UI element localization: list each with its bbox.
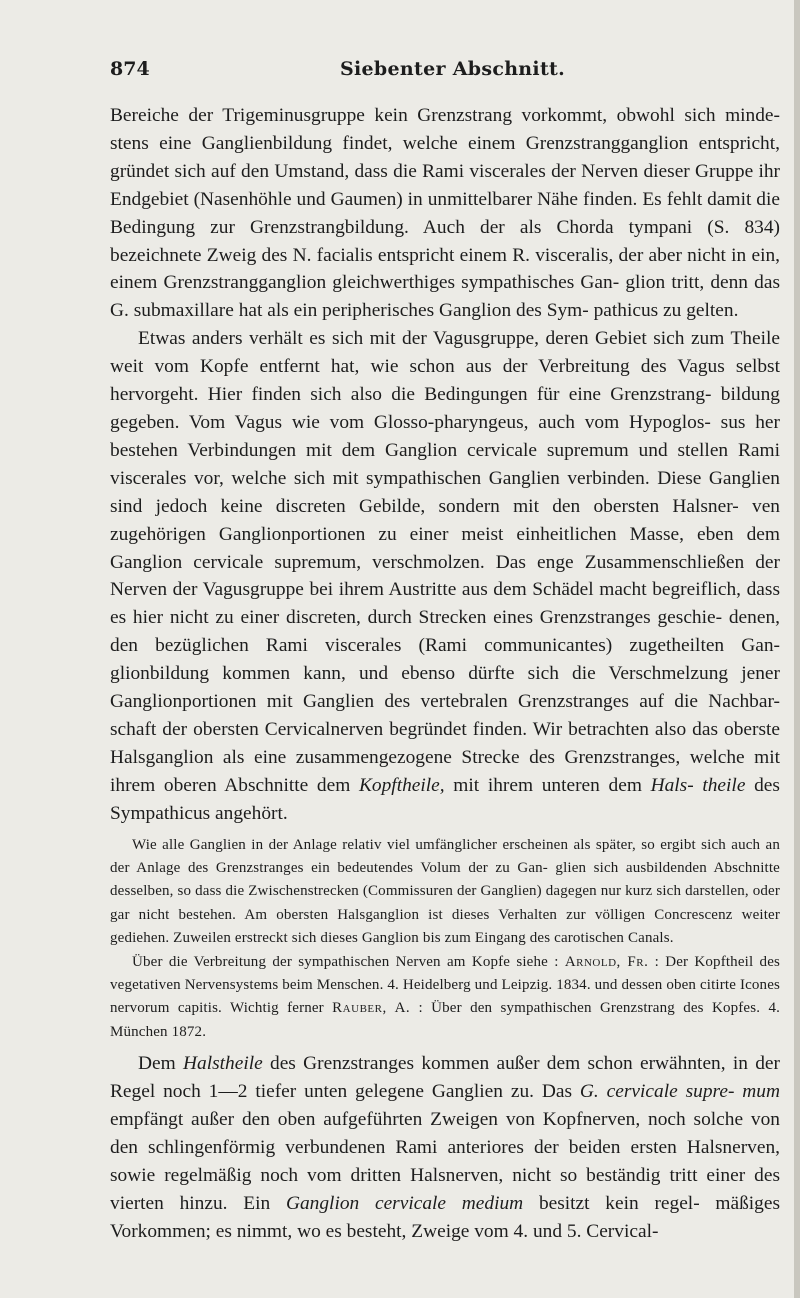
paragraph-vagus-text: Etwas anders verhält es sich mit der Vagusgruppe, deren Gebiet sich zum Theile weit vom Kopfe entfernt hat, wie schon aus der Verbreitung des Vagus selbst hervorgeht. Hier finden sich also die Bedingungen für eine Grenzstrang- bildung gegeben. Vom Vagus wie vom Glosso-pharyngeus, auch vom Hypoglos- sus her bestehen Verbindungen mit dem Ganglion cervicale supremum und stellen Rami viscerales vor, welche sich mit sympathischen Ganglien verbinden. Diese Ganglien sind jedoch keine discreten Gebilde, sondern mit den obersten Halsner- ven zugehörigen Ganglionportionen zu einer meist einheitlichen Masse, eben dem Ganglion cervicale supremum, verschmolzen. Das enge Zusammenschließen der Nerven der Vagusgruppe bei ihrem Austritte aus dem Schädel macht begreiflich, dass es hier nicht zu einer discreten, durch Strecken eines Grenzstranges geschie- denen, den bezüglichen Rami viscerales (Rami communicantes) zugetheilten Gan- glionbildung kommen kann, und ebenso dürfte sich die Verschmelzung jener Ganglionportionen mit Ganglien des vertebralen Grenzstranges auf die Nachbar- schaft der obersten Cervicalnerven begründet finden. Wir betrachten also das oberste Halsganglion als eine zusammengezogene Strecke des Grenzstranges, welche mit ihrem oberen Abschnitte dem <box>110 328 780 796</box>
term-ganglion-cervicale-supremum: G. cervicale supre- mum <box>579 1081 780 1103</box>
note-literature <box>110 951 780 1045</box>
paragraph-vagus <box>110 325 780 827</box>
paragraph-halstheile <box>110 1050 780 1245</box>
author-rauber: Rauber, A. <box>332 1000 411 1017</box>
paragraph-vagus-text-2: mit ihrem unteren dem <box>453 774 642 796</box>
page-number: 874 <box>110 58 150 80</box>
note-ganglien-anlage: Wie alle Ganglien in der Anlage relativ viel umfänglicher erscheinen als später, so ergibt sich auch an der Anlage des Grenzstranges ein bedeutendes Volum der zu Gan- glien sich ausbildenden Abschnitte desselben, so dass die Zwischenstrecken (Commissuren der Ganglien) dagegen nur kurz sich darstellen, oder gar nicht bestehen. Am obersten Halsganglion ist dieses Verhalten zur völligen Concrescenz weiter gediehen. Zuweilen erstreckt sich dieses Ganglion bis zum Eingang des carotischen Canals. <box>110 836 780 947</box>
paragraph-halstheile-text-2: des Grenzstranges kommen außer dem schon erwähnten, in der Regel noch 1—2 tiefer unten gelegene Ganglien zu. Das <box>110 1053 780 1103</box>
author-arnold: Arnold, Fr. <box>564 953 649 970</box>
note-literature-text-3: : Über den sympathischen Grenzstrang des Kopfes. 4. München 1872. <box>110 1000 781 1040</box>
note-literature-text-2: : Der Kopftheil des vegetativen Nervensystems beim Menschen. 4. Heidelberg und Leipzig. 1834. und dessen oben citirte Icones nervorum capitis. Wichtig ferner <box>110 953 780 1017</box>
paragraph-trigeminus: Bereiche der Trigeminusgruppe kein Grenzstrang vorkommt, obwohl sich minde- stens eine Ganglienbildung findet, welche einem Grenzstrangganglion entspricht, gründet sich auf den Umstand, dass die Rami viscerales der Nerven dieser Gruppe ihr Endgebiet (Nasenhöhle und Gaumen) in unmittelbarer Nähe finden. Es fehlt damit die Bedingung zur Grenzstrangbildung. Auch der als Chorda tympani (S. 834) bezeichnete Zweig des N. facialis entspricht einem R. visceralis, der aber nicht in ein, einem Grenzstrangganglion gleichwerthiges sympathisches Gan- glion tritt, denn das G. submaxillare hat als ein peripherisches Ganglion des Sym- pathicus zu gelten. <box>110 105 780 322</box>
page-edge-shadow <box>794 0 800 1298</box>
paragraph-halstheile-text-3: empfängt außer den oben aufgeführten Zweigen von Kopfnerven, noch solche von den schlingenförmig verbundenen Rami anteriores der beiden ersten Halsnerven, sowie regelmäßig noch vom dritten Halsnerven, nicht so beständig tritt einer des vierten hinzu. Ein <box>110 1109 780 1214</box>
term-halstheile-2: Halstheile <box>183 1053 263 1075</box>
paragraph-vagus-text-3: des Sympathicus angehört. <box>110 774 780 824</box>
term-kopftheile: Kopftheile, <box>358 774 445 796</box>
note-literature-text: Über die Verbreitung der sympathischen Nerven am Kopfe siehe : <box>132 953 559 970</box>
paragraph-halstheile-text-4: besitzt kein regel- mäßiges Vorkommen; es nimmt, wo es besteht, Zweige vom 4. und 5. Cervical- <box>110 1192 781 1242</box>
running-head: Siebenter Abschnitt. <box>340 58 566 80</box>
term-halstheile: Hals- theile <box>650 774 746 796</box>
book-page <box>110 58 780 1246</box>
term-ganglion-cervicale-medium: Ganglion cervicale medium <box>285 1192 524 1214</box>
page-header <box>110 58 780 98</box>
paragraph-halstheile-text: Dem <box>138 1053 176 1075</box>
